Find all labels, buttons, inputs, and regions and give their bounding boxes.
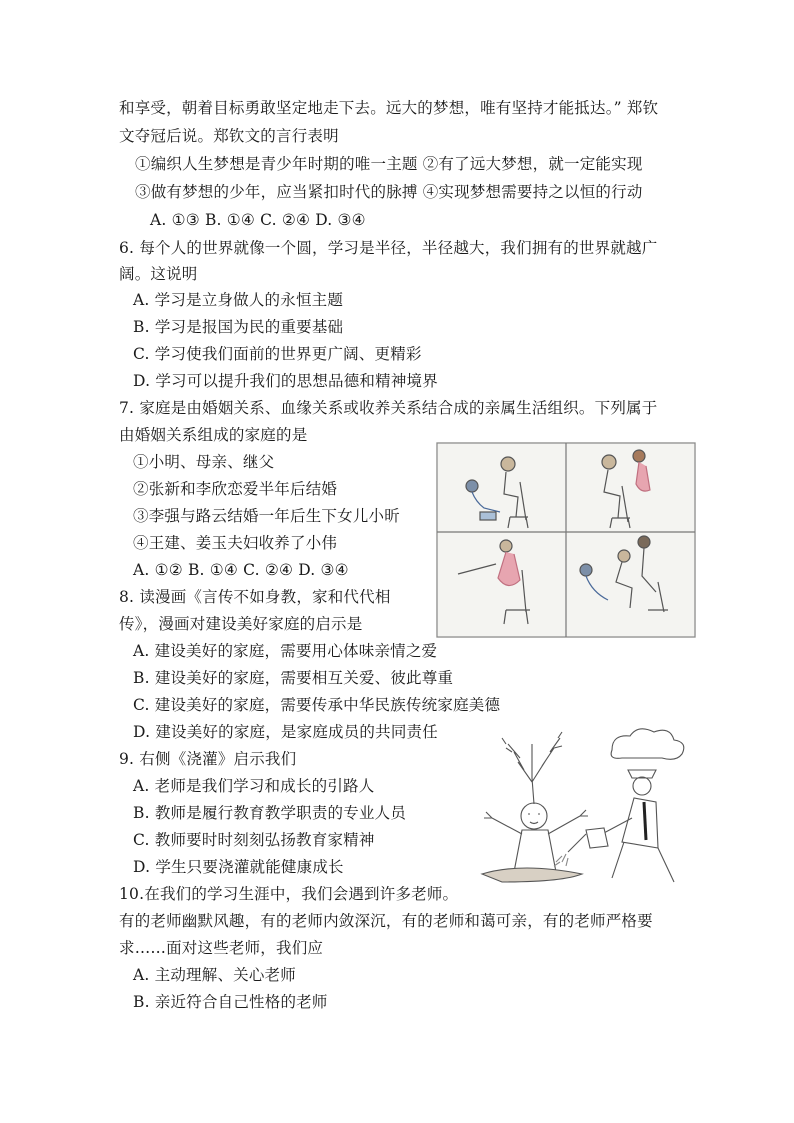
q5-choices: A. ①③ B. ①④ C. ②④ D. ③④ <box>150 211 366 229</box>
q8-option-d: D. 建设美好的家庭，是家庭成员的共同责任 <box>133 723 438 741</box>
q8-option-c: C. 建设美好的家庭，需要传承中华民族传统家庭美德 <box>133 696 501 714</box>
watering-cartoon-image <box>462 722 692 892</box>
q9-option-a: A. 老师是我们学习和成长的引路人 <box>133 777 375 795</box>
q10-option-b: B. 亲近符合自己性格的老师 <box>133 993 328 1011</box>
q10-option-a: A. 主动理解、关心老师 <box>133 966 296 984</box>
q9-option-d: D. 学生只要浇灌就能健康成长 <box>133 858 344 876</box>
q7-stem-line1: 7. 家庭是由婚姻关系、血缘关系或收养关系结合成的亲属生活组织。下列属于 <box>119 399 658 417</box>
q7-stem-line2: 由婚姻关系组成的家庭的是 <box>119 426 308 444</box>
q5-options-line2: ③做有梦想的少年，应当紧扣时代的脉搏 ④实现梦想需要持之以恒的行动 <box>135 183 643 201</box>
q6-stem-line1: 6. 每个人的世界就像一个圆，学习是半径，半径越大，我们拥有的世界就越广 <box>119 239 658 257</box>
q7-item-3: ③李强与路云结婚一年后生下女儿小昕 <box>133 507 400 525</box>
q6-option-a: A. 学习是立身做人的永恒主题 <box>133 291 344 309</box>
q8-option-b: B. 建设美好的家庭，需要相互关爱、彼此尊重 <box>133 669 454 687</box>
q5-stem-line2: 文夺冠后说。郑钦文的言行表明 <box>119 127 339 145</box>
q8-option-a: A. 建设美好的家庭，需要用心体味亲情之爱 <box>133 642 438 660</box>
q10-stem-line3: 求……面对这些老师，我们应 <box>119 939 324 957</box>
q10-stem-line1: 10.在我们的学习生涯中，我们会遇到许多老师。 <box>119 885 459 903</box>
q5-options-line1: ①编织人生梦想是青少年时期的唯一主题 ②有了远大梦想，就一定能实现 <box>135 155 643 173</box>
q6-option-b: B. 学习是报国为民的重要基础 <box>133 318 344 336</box>
q6-option-d: D. 学习可以提升我们的思想品德和精神境界 <box>133 372 438 390</box>
q7-item-1: ①小明、母亲、继父 <box>133 453 275 471</box>
q7-item-2: ②张新和李欣恋爱半年后结婚 <box>133 480 338 498</box>
q10-stem-line2: 有的老师幽默风趣，有的老师内敛深沉，有的老师和蔼可亲，有的老师严格要 <box>119 912 653 930</box>
q6-option-c: C. 学习使我们面前的世界更广阔、更精彩 <box>133 345 422 363</box>
q9-option-c: C. 教师要时时刻刻弘扬教育家精神 <box>133 831 375 849</box>
family-comic-image <box>436 442 696 638</box>
q9-option-b: B. 教师是履行教育教学职责的专业人员 <box>133 804 407 822</box>
family-comic-svg <box>436 442 696 638</box>
q7-item-4: ④王建、姜玉夫妇收养了小伟 <box>133 534 338 552</box>
q5-stem-line1: 和享受，朝着目标勇敢坚定地走下去。远大的梦想，唯有坚持才能抵达。” 郑钦 <box>119 99 659 117</box>
watering-cartoon-svg <box>462 722 692 892</box>
q9-stem: 9. 右侧《浇灌》启示我们 <box>119 750 297 768</box>
q8-stem-line2: 传》，漫画对建设美好家庭的启示是 <box>119 615 363 633</box>
q7-choices: A. ①② B. ①④ C. ②④ D. ③④ <box>133 561 349 579</box>
q8-stem-line1: 8. 读漫画《言传不如身教，家和代代相 <box>119 588 391 606</box>
q6-stem-line2: 阔。这说明 <box>119 265 198 283</box>
